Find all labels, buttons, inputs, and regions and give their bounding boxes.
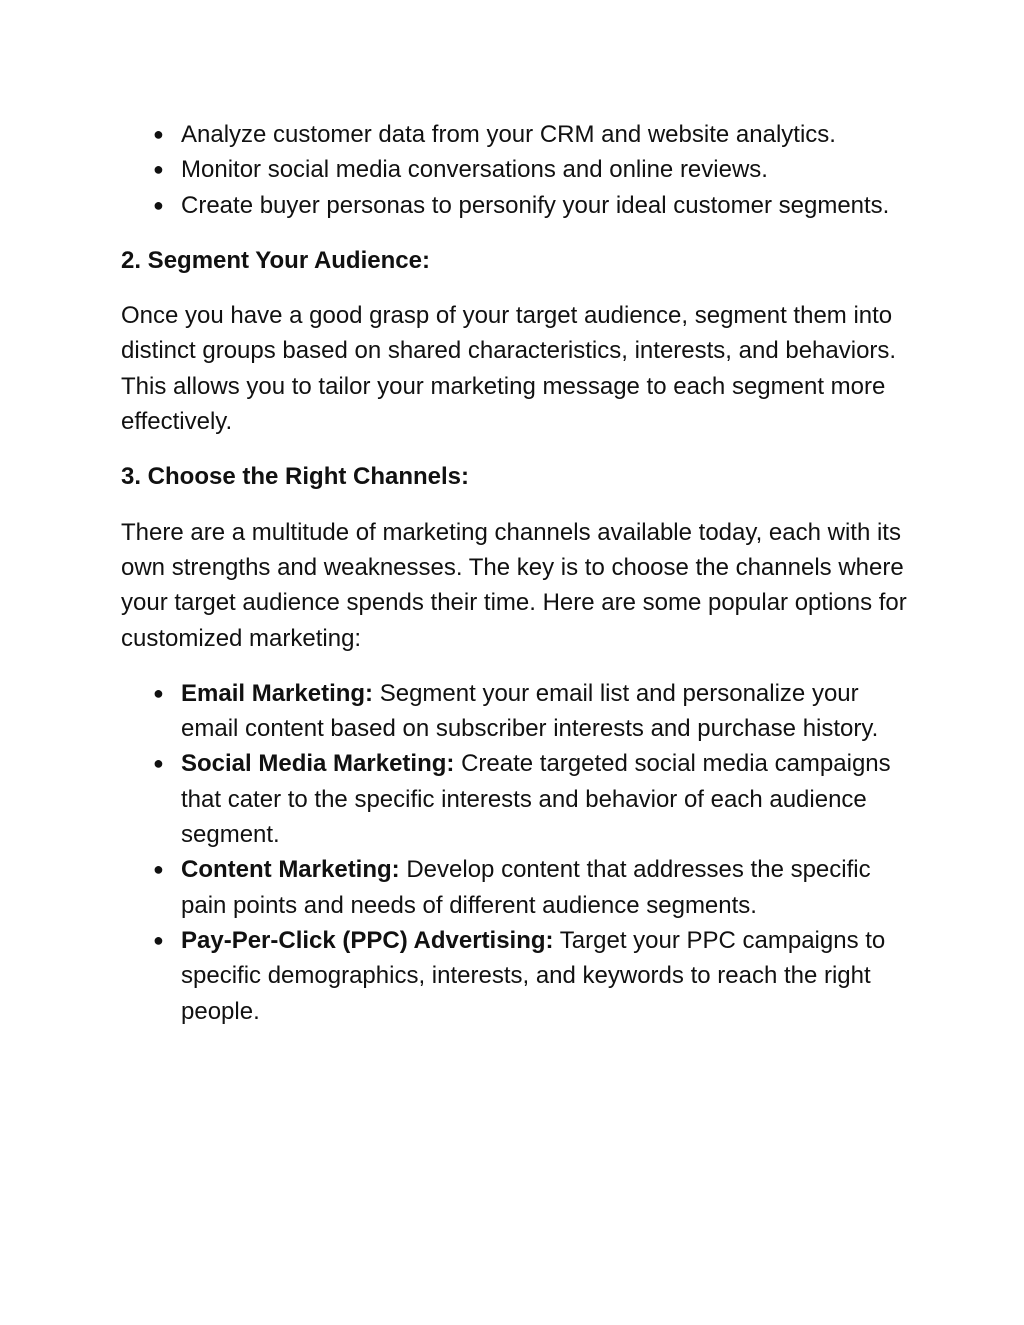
channel-label: Pay-Per-Click (PPC) Advertising:: [181, 926, 554, 954]
intro-bullet-list: [121, 117, 911, 223]
channel-label: Social Media Marketing:: [181, 750, 455, 778]
bullet-icon: ●: [153, 159, 164, 180]
list-item: [153, 923, 911, 1029]
channel-description: Create targeted social media campaigns that cater to the specific interests and behavior of each audience segment.: [181, 750, 891, 849]
list-item-text: Analyze customer data from your CRM and website analytics.: [181, 121, 836, 148]
list-item: [153, 746, 911, 852]
document-page: [121, 117, 911, 1029]
channel-description: Target your PPC campaigns to specific demographics, interests, and keywords to reach the right people.: [181, 926, 886, 1025]
section-paragraph-segment-audience: Once you have a good grasp of your target audience, segment them into distinct groups based on shared characteristics, interests, and behaviors. This allows you to tailor your marketing message to each segment more effectively.: [121, 302, 897, 436]
channel-bullet-list: [121, 676, 911, 1029]
list-item-text: Create buyer personas to personify your ideal customer segments.: [181, 191, 890, 219]
bullet-icon: ●: [153, 124, 164, 144]
section-heading-choose-channels: 3. Choose the Right Channels:: [121, 463, 470, 491]
channel-label: Content Marketing:: [181, 856, 400, 884]
section-heading-segment-audience: 2. Segment Your Audience:: [121, 246, 430, 274]
channel-description: Develop content that addresses the specific pain points and needs of different audience segments.: [181, 856, 871, 919]
list-item: [153, 117, 911, 152]
list-item: [153, 188, 911, 223]
channel-label: Email Marketing:: [181, 679, 374, 707]
channel-description: Segment your email list and personalize your email content based on subscriber interests and purchase history.: [181, 679, 879, 743]
bullet-icon: ●: [153, 753, 164, 774]
section-paragraph-choose-channels: There are a multitude of marketing channels available today, each with its own strengths and weaknesses. The key is to choose the channels where your target audience spends their time. Here are some popular options for customized marketing:: [121, 518, 907, 652]
bullet-icon: ●: [153, 194, 164, 215]
bullet-icon: ●: [153, 682, 164, 703]
list-item: [153, 152, 911, 187]
bullet-icon: ●: [153, 859, 164, 880]
bullet-icon: ●: [153, 929, 164, 950]
list-item-text: Monitor social media conversations and online reviews.: [181, 156, 768, 184]
list-item: [153, 852, 911, 923]
list-item: [153, 676, 911, 747]
